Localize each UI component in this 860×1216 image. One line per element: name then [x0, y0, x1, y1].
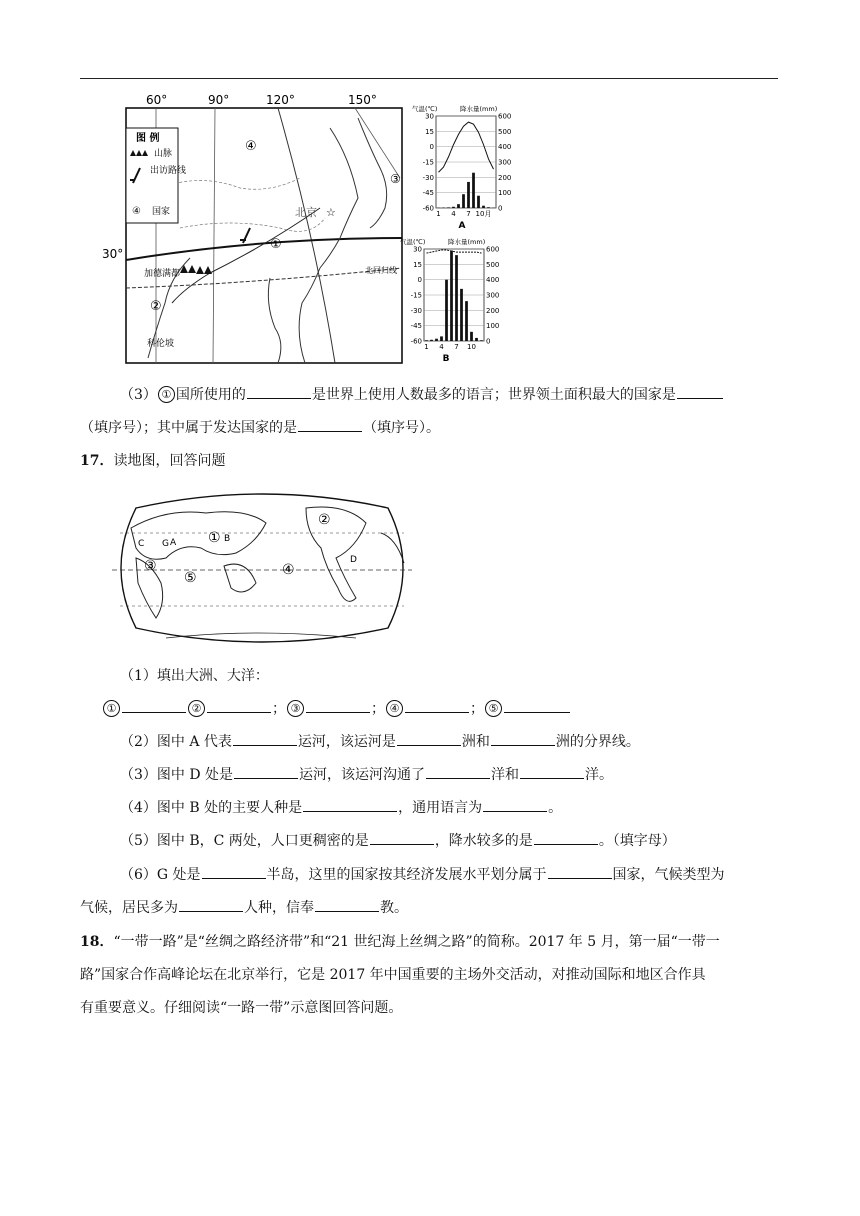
q17-p3: （3）图中 D 处是 运河，该运河沟通了 洋和 洋。 [120, 764, 613, 785]
q17-p3-blank-3[interactable] [520, 764, 584, 779]
precip-bar [475, 338, 478, 341]
precip-tick-label: 0 [486, 337, 491, 346]
temp-tick-label: -30 [422, 173, 434, 182]
q17-p3-blank-1[interactable] [234, 764, 298, 779]
q16-3-line1: （3） ① 国所使用的 是世界上使用人数最多的语言；世界领土面积最大的国家是 [120, 384, 724, 405]
month-label: 4 [451, 210, 456, 218]
temp-tick-label: 0 [417, 276, 422, 285]
q17-p5-blank-1[interactable] [370, 830, 434, 845]
precip-axis-title: 降水量(mm) [448, 238, 486, 246]
lon-label-90: 90° [208, 93, 230, 107]
precip-bar [447, 207, 450, 208]
world-mark-1: ① [208, 530, 221, 546]
q17-blank-2[interactable] [207, 698, 271, 713]
precip-bar [430, 340, 433, 341]
country-mark-3: ③ [390, 172, 401, 186]
q17-p2-blank-2[interactable] [397, 731, 461, 746]
climate-chart-b [400, 235, 512, 363]
month-label: 7 [466, 210, 471, 218]
q17-p6-line1: （6）G 处是 半岛，这里的国家按其经济发展水平划分属于 国家，气候类型为 [120, 864, 725, 885]
precip-bar [467, 182, 470, 208]
q17-stem: 17．读地图，回答问题 [80, 453, 226, 469]
precip-bar [452, 207, 455, 208]
q17-p2: （2）图中 A 代表 运河，该运河是 洲和 洲的分界线。 [120, 731, 640, 752]
q17-p6-line2: 气候，居民多为 人种，信奉 教。 [80, 897, 408, 918]
precip-bar [457, 204, 460, 208]
q17-p1-blanks: ① ② ； ③ ； ④ ； ⑤ [102, 698, 571, 719]
temp-tick-label: -45 [422, 189, 434, 198]
place-tropic: 北回归线 [365, 266, 397, 275]
q17-p5: （5）图中 B，C 两处，人口更稠密的是 ，降水较多的是 。（填字母） [120, 830, 676, 851]
climate-chart-a [412, 102, 524, 230]
country-mark-1: ① [270, 237, 282, 252]
mountain-range-icon [180, 265, 212, 274]
world-mark-5: ⑤ [184, 570, 197, 586]
world-mark-4: ④ [282, 562, 295, 578]
q16-3-line2: （填序号）；其中属于发达国家的是 （填序号）。 [80, 417, 440, 438]
country-mark-2: ② [150, 299, 162, 314]
precip-tick-label: 600 [486, 245, 500, 254]
legend-country-mark: ④ [132, 206, 141, 217]
precip-bar [435, 339, 438, 341]
chart-label: B [442, 354, 450, 363]
q17-p6-blank-2[interactable] [548, 864, 612, 879]
place-colombo: 科伦坡 [147, 339, 175, 349]
lon-label-120: 120° [266, 93, 295, 107]
asia-route-map [100, 88, 410, 368]
world-map [106, 488, 418, 648]
temp-tick-label: -45 [410, 322, 422, 331]
temp-line [427, 250, 482, 253]
q17-blank-5[interactable] [504, 698, 570, 713]
precip-tick-label: 0 [498, 204, 503, 213]
temp-tick-label: 0 [429, 143, 434, 152]
precip-bar [425, 340, 428, 341]
world-label-c: C [138, 539, 145, 549]
precip-bar [482, 206, 485, 208]
temp-tick-label: 30 [425, 112, 434, 121]
month-label: 10月 [475, 210, 492, 218]
q17-p1: （1）填出大洲、大洋： [120, 668, 269, 684]
legend-mountain: 山脉 [154, 149, 173, 159]
q17-p3-blank-2[interactable] [426, 764, 490, 779]
precip-tick-label: 400 [486, 276, 500, 285]
temp-tick-label: -15 [410, 291, 422, 300]
world-label-g: G [162, 539, 169, 549]
q16-blank-largest-country[interactable] [677, 384, 723, 399]
temp-tick-label: 15 [425, 127, 434, 136]
temp-tick-label: 30 [413, 245, 422, 254]
lon-label-60: 60° [146, 93, 168, 107]
precip-bar [487, 207, 490, 208]
legend-title: 图 例 [136, 133, 160, 144]
q17-p5-blank-2[interactable] [534, 830, 598, 845]
q17-p6-blank-3[interactable] [179, 897, 243, 912]
q17-p4: （4）图中 B 处的主要人种是 ，通用语言为 。 [120, 797, 562, 818]
q17-blank-3[interactable] [306, 698, 370, 713]
temp-tick-label: -60 [422, 204, 434, 213]
temp-line [439, 122, 494, 172]
beijing-star-icon: ☆ [326, 206, 336, 219]
header-rule [80, 78, 778, 79]
q17-blank-1[interactable] [122, 698, 186, 713]
precip-bar [445, 280, 448, 341]
chart-label: A [458, 221, 466, 230]
precip-axis-title: 降水量(mm) [460, 105, 498, 113]
q18-line2: 路”国家合作高峰论坛在北京举行，它是 2017 年中国重要的主场外交活动，对推动国际和地区合作具 [80, 967, 706, 983]
precip-tick-label: 400 [498, 143, 512, 152]
temp-tick-label: -30 [410, 306, 422, 315]
precip-bar [465, 301, 468, 341]
world-label-b: B [224, 534, 231, 544]
world-label-a: A [170, 538, 177, 548]
q17-p6-blank-1[interactable] [202, 864, 266, 879]
month-label: 10 [467, 343, 476, 351]
precip-tick-label: 600 [498, 112, 512, 121]
temp-axis-title: 气温(℃) [412, 105, 438, 113]
q17-p6-blank-4[interactable] [315, 897, 379, 912]
place-kathmandu: 加德满都 [144, 269, 181, 279]
q17-blank-4[interactable] [405, 698, 469, 713]
q17-p2-blank-3[interactable] [491, 731, 555, 746]
precip-tick-label: 300 [498, 158, 512, 167]
month-label: 1 [424, 343, 429, 351]
q17-p4-blank-2[interactable] [483, 797, 547, 812]
month-label: 4 [439, 343, 444, 351]
place-beijing: 北京 [295, 206, 317, 219]
precip-bar [455, 255, 458, 341]
q16-blank-developed[interactable] [298, 417, 362, 432]
q18-line1: 18．“一带一路”是“丝绸之路经济带”和“21 世纪海上丝绸之路”的简称。2017 年 5 月，第一届“一带一 [80, 934, 720, 950]
q17-p4-blank-1[interactable] [303, 797, 397, 812]
precip-tick-label: 100 [486, 322, 500, 331]
lat-label-30: 30° [102, 247, 124, 261]
precip-tick-label: 500 [486, 260, 500, 269]
legend-country: 国家 [152, 207, 171, 217]
month-label: 7 [454, 343, 459, 351]
temp-axis-title: 气温(℃) [400, 238, 426, 246]
precip-tick-label: 200 [486, 306, 500, 315]
legend-route: 出访路线 [150, 166, 187, 176]
precip-bar [462, 194, 465, 208]
world-mark-3: ③ [144, 558, 157, 574]
temp-tick-label: -60 [410, 337, 422, 346]
precip-bar [470, 332, 473, 341]
precip-tick-label: 500 [498, 127, 512, 136]
temp-tick-label: -15 [422, 158, 434, 167]
precip-bar [460, 289, 463, 341]
world-label-d: D [350, 555, 357, 565]
precip-bar [480, 340, 483, 341]
precip-bar [450, 251, 453, 341]
month-label: 1 [436, 210, 441, 218]
precip-tick-label: 200 [498, 173, 512, 182]
world-mark-2: ② [318, 512, 331, 528]
precip-bar [440, 336, 443, 341]
country-mark-4: ④ [245, 139, 257, 154]
temp-tick-label: 15 [413, 260, 422, 269]
q18-line3: 有重要意义。仔细阅读“一路一带”示意图回答问题。 [80, 1000, 403, 1016]
precip-bar [472, 173, 475, 208]
precip-tick-label: 300 [486, 291, 500, 300]
q17-p2-blank-1[interactable] [233, 731, 297, 746]
q16-blank-language[interactable] [247, 384, 311, 399]
lon-label-150: 150° [348, 93, 377, 107]
precip-bar [477, 196, 480, 208]
precip-tick-label: 100 [498, 189, 512, 198]
